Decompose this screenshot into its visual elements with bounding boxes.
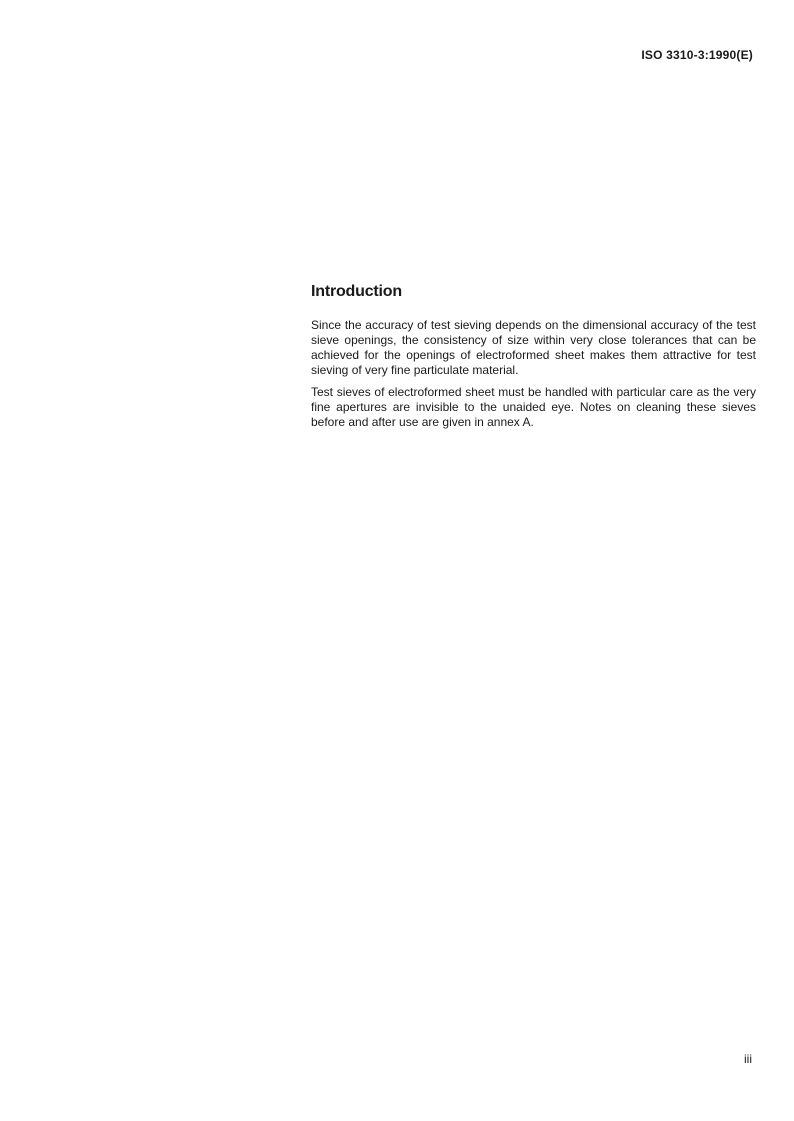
document-reference: ISO 3310-3:1990(E): [641, 48, 753, 62]
page-number: iii: [744, 1052, 752, 1066]
introduction-body: [311, 318, 756, 437]
section-title: Introduction: [311, 283, 402, 300]
intro-paragraph-1: Since the accuracy of test sieving depends on the dimensional accuracy of the test sieve openings, the consistency of size within very close tolerances that can be achieved for the openings of electroformed sheet makes them attractive for test sieving of very fine particulate material.: [311, 318, 756, 377]
intro-paragraph-2: Test sieves of electroformed sheet must be handled with particular care as the very fine apertures are invisible to the unaided eye. Notes on cleaning these sieves before and after use are given in annex A.: [311, 385, 756, 429]
